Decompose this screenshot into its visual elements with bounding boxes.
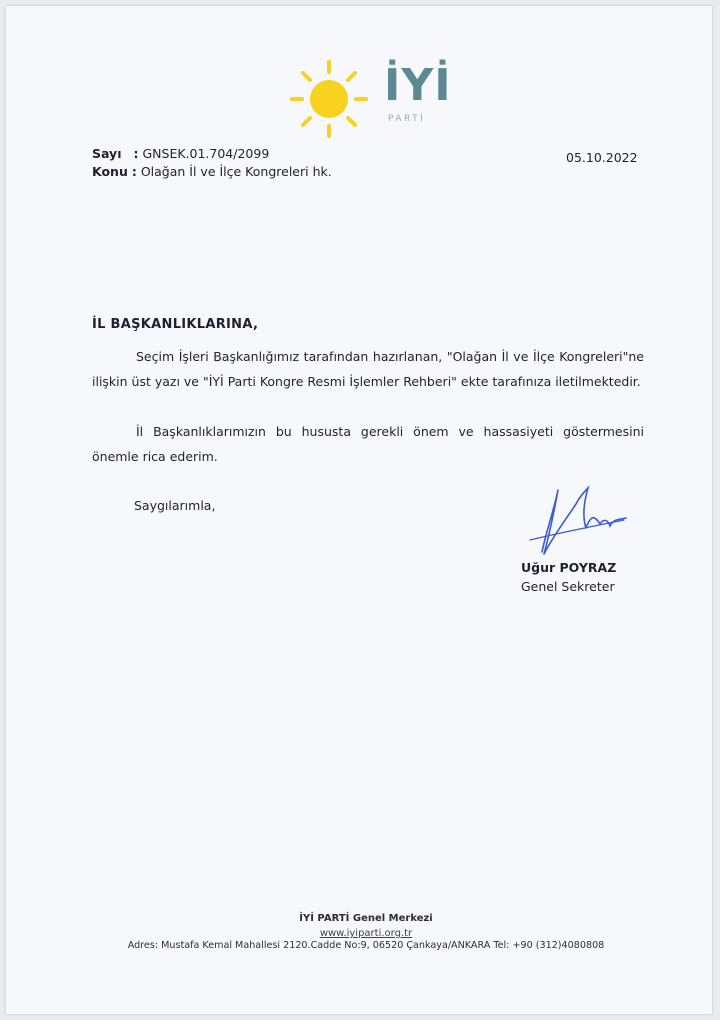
logo-subtext: PARTİ: [388, 114, 426, 124]
footer-organization: İYİ PARTİ Genel Merkezi: [299, 913, 433, 924]
sayi-label: Sayı: [92, 146, 122, 161]
footer-address: Adres: Mustafa Kemal Mahallesi 2120.Cadde No:9, 06520 Çankaya/ANKARA Tel: +90 (312)4080808: [127, 940, 605, 951]
letter-date: 05.10.2022: [566, 150, 638, 165]
konu-value: Olağan İl ve İlçe Kongreleri hk.: [140, 164, 332, 179]
signatory-name: Uğur POYRAZ: [521, 560, 617, 575]
logo-wordmark: İYİ: [384, 60, 452, 111]
reference-number: Sayı : GNSEK.01.704/2099: [92, 146, 270, 161]
signatory-title: Genel Sekreter: [521, 579, 615, 594]
footer-website-link[interactable]: www.iyiparti.org.tr: [319, 928, 413, 939]
sun-icon: [288, 58, 380, 140]
letter-page: [6, 6, 712, 1014]
paragraph-2: İl Başkanlıklarımızın bu hususta gerekli önem ve hassasiyeti göstermesini önemle rica ederim.: [92, 424, 644, 464]
salutation: İL BAŞKANLIKLARINA,: [92, 317, 259, 332]
konu-label: Konu: [92, 164, 128, 179]
subject-line: Konu : Olağan İl ve İlçe Kongreleri hk.: [92, 164, 332, 179]
paragraph-1: Seçim İşleri Başkanlığımız tarafından hazırlanan, "Olağan İl ve İlçe Kongreleri"ne ilişkin üst yazı ve "İYİ Parti Kongre Resmi İşlemler Rehberi" ekte tarafınıza iletilmektedir.: [92, 349, 644, 389]
party-logo: [288, 58, 452, 138]
sayi-value: GNSEK.01.704/2099: [142, 146, 270, 161]
closing-text: Saygılarımla,: [134, 498, 216, 513]
handwritten-signature: [524, 482, 634, 562]
